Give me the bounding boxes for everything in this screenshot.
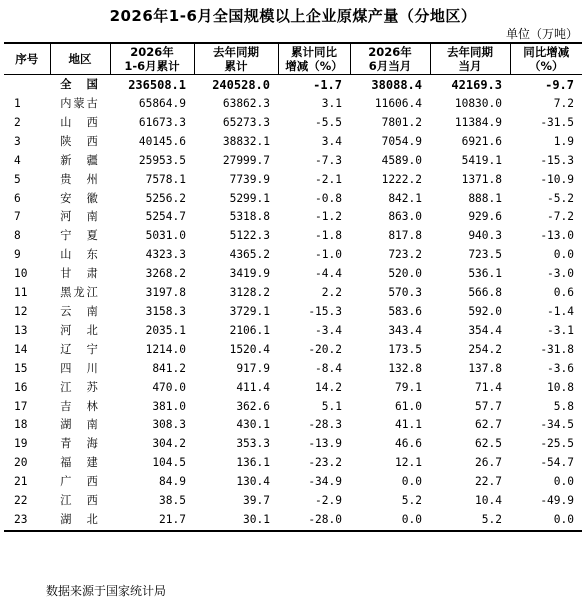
cum-yoy-cell: -15.3: [308, 304, 342, 318]
cum-last-cell: 5122.3: [229, 229, 270, 243]
month-yoy-cell: -10.9: [540, 172, 574, 186]
region-cell: 江 西: [60, 494, 100, 508]
month-yoy-cell: 7.2: [553, 97, 574, 110]
cum-last-cell: 4365.2: [229, 248, 270, 262]
table-row: [4, 322, 582, 341]
month-last-cell: 566.8: [468, 286, 502, 300]
header-cum-yoy-line1: 累计同比: [291, 45, 337, 59]
month-last-cell: 5419.1: [461, 153, 502, 167]
header-month-current-line1: 2026年: [368, 45, 412, 59]
table-row: [4, 95, 582, 114]
seq-cell: 21: [14, 475, 28, 489]
region-cell: 吉 林: [60, 399, 100, 413]
table-row: [4, 303, 582, 322]
seq-cell: 6: [14, 191, 21, 205]
table-header-row: [4, 43, 582, 75]
month-current-cell: 7801.2: [381, 115, 422, 129]
region-cell: 安 徽: [60, 191, 100, 205]
cum-yoy-cell: -8.4: [315, 361, 342, 375]
cum-current-cell: 5254.7: [145, 210, 186, 224]
month-current-cell: 173.5: [388, 342, 422, 356]
region-cell: 内蒙古: [60, 97, 100, 110]
header-cum-last: [194, 43, 278, 75]
region-cell: 青 海: [60, 437, 100, 451]
cum-last-cell: 5299.1: [229, 191, 270, 205]
cum-last-cell: 353.3: [236, 437, 270, 451]
month-last-cell: 1371.8: [461, 172, 502, 186]
month-last-cell: 940.3: [468, 229, 502, 243]
region-cell: 湖 南: [60, 418, 100, 432]
cum-current-cell: 381.0: [152, 399, 186, 413]
month-last-cell: 11384.9: [454, 115, 502, 129]
cum-yoy-cell: -1.2: [315, 210, 342, 224]
region-cell: 新 疆: [60, 153, 100, 167]
table-body: [4, 75, 582, 531]
cum-current-cell: 104.5: [152, 456, 186, 470]
cum-yoy-cell: -7.3: [315, 153, 342, 167]
month-current-cell: 4589.0: [381, 153, 422, 167]
month-last-cell: 10830.0: [454, 97, 502, 110]
cum-last-cell: 39.7: [243, 494, 270, 508]
month-current-cell: 520.0: [388, 267, 422, 281]
month-current-cell: 132.8: [388, 361, 422, 375]
table-row: [4, 416, 582, 435]
cum-yoy-cell: -3.4: [315, 323, 342, 337]
table-row: [4, 133, 582, 152]
cum-yoy-cell: -2.9: [315, 494, 342, 508]
cum-yoy-cell: 3.1: [321, 97, 342, 110]
cum-yoy-cell: -28.3: [308, 418, 342, 432]
cum-last-cell: 30.1: [194, 511, 278, 531]
cum-yoy-cell: -4.4: [315, 267, 342, 281]
month-yoy-cell: -13.0: [540, 229, 574, 243]
seq-cell: 8: [14, 229, 21, 243]
cum-yoy-cell: -1.0: [315, 248, 342, 262]
seq-cell: 23: [4, 511, 50, 531]
cum-current-cell: 3197.8: [145, 286, 186, 300]
month-yoy-cell: -15.3: [540, 153, 574, 167]
month-yoy-cell: 0.6: [553, 286, 574, 300]
month-yoy-cell: 5.8: [553, 399, 574, 413]
seq-cell: 20: [14, 456, 28, 470]
header-month-yoy: [510, 43, 582, 75]
month-yoy-cell: -25.5: [540, 437, 574, 451]
cum-current-cell: 4323.3: [145, 248, 186, 262]
cum-last-cell: 1520.4: [229, 342, 270, 356]
month-current-cell: 863.0: [388, 210, 422, 224]
month-current-cell: 41.1: [395, 418, 422, 432]
cum-last-cell: 63862.3: [222, 97, 270, 110]
cum-current-cell: 5256.2: [145, 191, 186, 205]
cum-current-cell: 40145.6: [138, 134, 186, 148]
cum-current-cell: 3268.2: [145, 267, 186, 281]
month-last-cell: 22.7: [475, 475, 502, 489]
month-last-cell: 929.6: [468, 210, 502, 224]
month-current-cell: 842.1: [388, 191, 422, 205]
header-month-last-line1: 去年同期: [447, 45, 493, 59]
cum-last-cell: 362.6: [236, 399, 270, 413]
header-cum-last-line1: 去年同期: [213, 45, 259, 59]
cum-yoy-cell: -2.1: [315, 172, 342, 186]
cum-last-cell: 130.4: [236, 475, 270, 489]
month-current-cell: 0.0: [350, 511, 430, 531]
cum-yoy-cell: 5.1: [321, 399, 342, 413]
header-cum-current-line1: 2026年: [130, 45, 174, 59]
table-row: [4, 398, 582, 417]
header-region: 地区: [50, 43, 110, 75]
seq-cell: 14: [14, 342, 28, 356]
cum-current-cell: 38.5: [159, 494, 186, 508]
header-cum-yoy: [278, 43, 350, 75]
total-seq-cell: [4, 75, 50, 96]
cum-yoy-cell: 14.2: [315, 380, 342, 394]
region-cell: 辽 宁: [60, 342, 100, 356]
cum-last-cell: 430.1: [236, 418, 270, 432]
seq-cell: 22: [14, 494, 28, 508]
seq-cell: 15: [14, 361, 28, 375]
cum-last-cell: 38832.1: [222, 134, 270, 148]
cum-last-cell: 411.4: [236, 380, 270, 394]
header-cum-current: [110, 43, 194, 75]
month-yoy-cell: 1.9: [553, 134, 574, 148]
month-current-cell: 343.4: [388, 323, 422, 337]
month-current-cell: 583.6: [388, 304, 422, 318]
cum-yoy-cell: -1.8: [315, 229, 342, 243]
header-month-yoy-line2: （%）: [528, 59, 564, 73]
cum-yoy-cell: 3.4: [321, 134, 342, 148]
cum-last-cell: 3729.1: [229, 304, 270, 318]
month-current-cell: 12.1: [395, 456, 422, 470]
cum-current-cell: 7578.1: [145, 172, 186, 186]
region-cell: 甘 肃: [60, 267, 100, 281]
cum-current-cell: 84.9: [159, 475, 186, 489]
header-month-last-line2: 当月: [458, 59, 482, 73]
seq-cell: 5: [14, 172, 21, 186]
table-row: [4, 265, 582, 284]
cum-yoy-cell: -5.5: [315, 115, 342, 129]
month-last-cell: 71.4: [475, 380, 502, 394]
cum-current-cell: 470.0: [152, 380, 186, 394]
month-current-cell: 723.2: [388, 248, 422, 262]
total-cum-current-cell: 236508.1: [128, 78, 186, 92]
table-row: [4, 190, 582, 209]
seq-cell: 1: [14, 97, 21, 110]
seq-cell: 13: [14, 323, 28, 337]
cum-yoy-cell: 2.2: [321, 286, 342, 300]
region-cell: 山 西: [60, 115, 100, 129]
month-last-cell: 62.5: [475, 437, 502, 451]
month-last-cell: 592.0: [468, 304, 502, 318]
table-row: [4, 208, 582, 227]
header-cum-last-line2: 累计: [224, 59, 248, 73]
total-month-current-cell: 38088.4: [371, 78, 422, 92]
cum-last-cell: 917.9: [236, 361, 270, 375]
source-note: 数据来源于国家统计局: [46, 584, 167, 598]
table-row: [4, 284, 582, 303]
cum-current-cell: 65864.9: [138, 97, 186, 110]
cum-current-cell: 841.2: [152, 361, 186, 375]
seq-cell: 17: [14, 399, 28, 413]
header-month-current-line2: 6月当月: [368, 59, 412, 73]
cum-last-cell: 3128.2: [229, 286, 270, 300]
month-current-cell: 7054.9: [381, 134, 422, 148]
seq-cell: 18: [14, 418, 28, 432]
table-row: [4, 379, 582, 398]
total-month-yoy-cell: -9.7: [545, 78, 574, 92]
cum-current-cell: 1214.0: [145, 342, 186, 356]
table-row: [4, 152, 582, 171]
cum-last-cell: 27999.7: [222, 153, 270, 167]
cum-last-cell: 136.1: [236, 456, 270, 470]
seq-cell: 7: [14, 210, 21, 224]
seq-cell: 10: [14, 267, 28, 281]
month-last-cell: 723.5: [468, 248, 502, 262]
month-yoy-cell: -54.7: [540, 456, 574, 470]
total-month-last-cell: 42169.3: [451, 78, 502, 92]
month-yoy-cell: 0.0: [553, 475, 574, 489]
cum-yoy-cell: -13.9: [308, 437, 342, 451]
seq-cell: 16: [14, 380, 28, 394]
month-last-cell: 62.7: [475, 418, 502, 432]
region-cell: 河 北: [60, 323, 100, 337]
cum-last-cell: 3419.9: [229, 267, 270, 281]
cum-current-cell: 61673.3: [138, 115, 186, 129]
seq-cell: 3: [14, 134, 21, 148]
region-cell: 福 建: [60, 456, 100, 470]
table-row: [4, 227, 582, 246]
table-row: [4, 473, 582, 492]
table-row: [4, 492, 582, 511]
cum-current-cell: 3158.3: [145, 304, 186, 318]
cum-yoy-cell: -20.2: [308, 342, 342, 356]
coal-output-table: [4, 42, 582, 532]
header-month-yoy-line1: 同比增减: [523, 45, 570, 59]
table-row: [4, 454, 582, 473]
month-last-cell: 57.7: [475, 399, 502, 413]
region-cell: 四 川: [60, 361, 100, 375]
region-cell: 云 南: [60, 304, 100, 318]
region-cell: 山 东: [60, 248, 100, 262]
month-last-cell: 536.1: [468, 267, 502, 281]
table-row: [4, 435, 582, 454]
month-yoy-cell: -49.9: [540, 494, 574, 508]
header-cum-yoy-line2: 增减（%）: [285, 59, 343, 73]
month-yoy-cell: -3.0: [547, 267, 574, 281]
month-yoy-cell: -31.5: [540, 115, 574, 129]
month-yoy-cell: -7.2: [547, 210, 574, 224]
month-current-cell: 0.0: [401, 475, 422, 489]
month-current-cell: 61.0: [395, 399, 422, 413]
cum-yoy-cell: -23.2: [308, 456, 342, 470]
month-yoy-cell: 0.0: [553, 248, 574, 262]
total-region-cell: 全 国: [60, 78, 100, 91]
cum-yoy-cell: -0.8: [315, 191, 342, 205]
region-cell: 黑龙江: [60, 286, 100, 300]
region-cell: 江 苏: [60, 380, 100, 394]
header-month-last: [430, 43, 510, 75]
table-row: [4, 246, 582, 265]
cum-current-cell: 25953.5: [138, 153, 186, 167]
region-cell: 宁 夏: [60, 229, 100, 243]
cum-last-cell: 5318.8: [229, 210, 270, 224]
month-last-cell: 10.4: [475, 494, 502, 508]
month-current-cell: 79.1: [395, 380, 422, 394]
table-row: [4, 171, 582, 190]
region-cell: 陕 西: [60, 134, 100, 148]
cum-current-cell: 304.2: [152, 437, 186, 451]
cum-current-cell: 21.7: [110, 511, 194, 531]
month-yoy-cell: -31.8: [540, 342, 574, 356]
header-month-current: [350, 43, 430, 75]
month-current-cell: 570.3: [388, 286, 422, 300]
month-last-cell: 6921.6: [461, 134, 502, 148]
month-current-cell: 5.2: [401, 494, 422, 508]
header-seq: 序号: [4, 43, 50, 75]
cum-last-cell: 7739.9: [229, 172, 270, 186]
month-current-cell: 46.6: [395, 437, 422, 451]
month-current-cell: 11606.4: [374, 97, 422, 110]
seq-cell: 4: [14, 153, 21, 167]
month-yoy-cell: 0.0: [510, 511, 582, 531]
cum-current-cell: 308.3: [152, 418, 186, 432]
seq-cell: 12: [14, 304, 28, 318]
cum-yoy-cell: -28.0: [278, 511, 350, 531]
month-yoy-cell: -5.2: [547, 191, 574, 205]
month-last-cell: 888.1: [468, 191, 502, 205]
region-cell: 河 南: [60, 210, 100, 224]
seq-cell: 2: [14, 115, 21, 129]
table-row: [4, 511, 582, 531]
table-row: [4, 341, 582, 360]
cum-yoy-cell: -34.9: [308, 475, 342, 489]
total-cum-yoy-cell: -1.7: [313, 78, 342, 92]
month-last-cell: 354.4: [468, 323, 502, 337]
seq-cell: 11: [14, 286, 28, 300]
cum-current-cell: 5031.0: [145, 229, 186, 243]
seq-cell: 9: [14, 248, 21, 262]
month-yoy-cell: -1.4: [547, 304, 574, 318]
region-cell: 湖 北: [50, 511, 110, 531]
month-yoy-cell: -3.6: [547, 361, 574, 375]
month-yoy-cell: 10.8: [547, 380, 574, 394]
total-row: [4, 75, 582, 96]
month-last-cell: 254.2: [468, 342, 502, 356]
month-yoy-cell: -3.1: [547, 323, 574, 337]
header-cum-current-line2: 1-6月累计: [124, 59, 180, 73]
table-row: [4, 114, 582, 133]
month-current-cell: 1222.2: [381, 172, 422, 186]
region-cell: 贵 州: [60, 172, 100, 186]
month-last-cell: 5.2: [430, 511, 510, 531]
cum-last-cell: 2106.1: [229, 323, 270, 337]
cum-last-cell: 65273.3: [222, 115, 270, 129]
cum-current-cell: 2035.1: [145, 323, 186, 337]
month-last-cell: 137.8: [468, 361, 502, 375]
month-yoy-cell: -34.5: [540, 418, 574, 432]
table-row: [4, 360, 582, 379]
page-title: 2026年1-6月全国规模以上企业原煤产量（分地区）: [109, 7, 477, 25]
unit-label: 单位（万吨）: [505, 27, 578, 41]
month-last-cell: 26.7: [475, 456, 502, 470]
total-cum-last-cell: 240528.0: [212, 78, 270, 92]
month-current-cell: 817.8: [388, 229, 422, 243]
region-cell: 广 西: [60, 475, 100, 489]
seq-cell: 19: [14, 437, 28, 451]
